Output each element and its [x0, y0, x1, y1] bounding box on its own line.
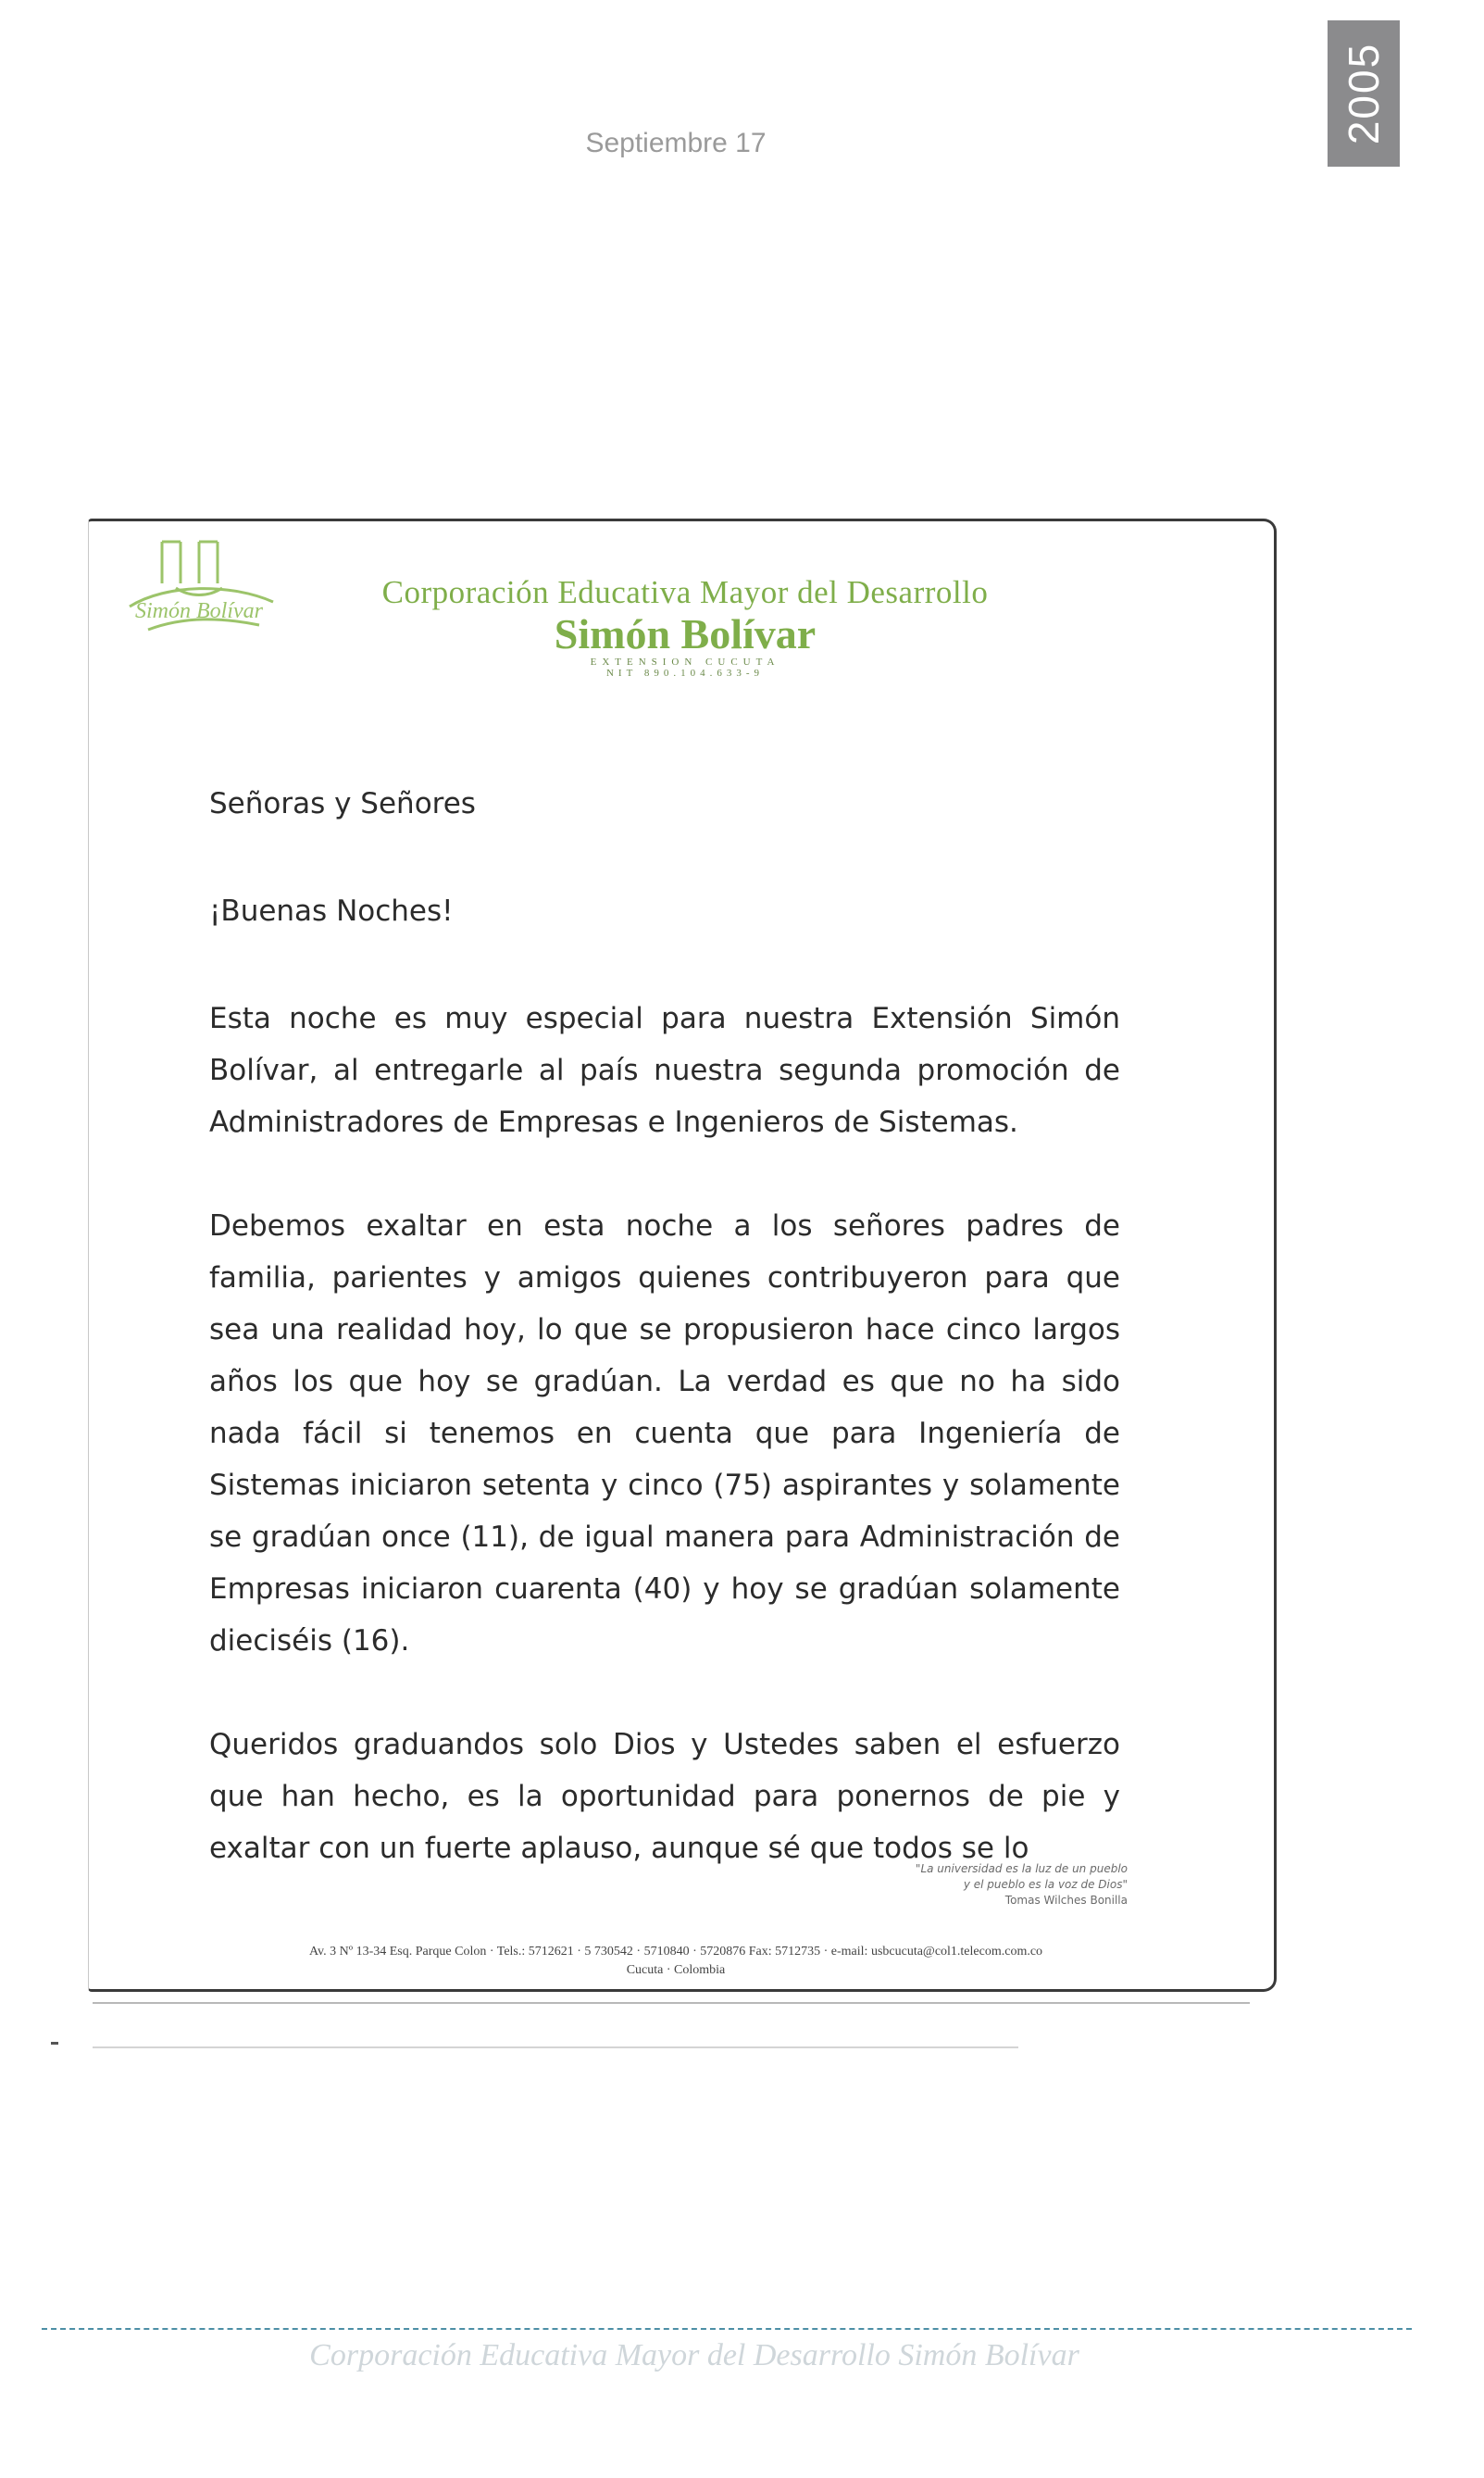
- letterhead-name: Simón Bolívar: [554, 610, 817, 657]
- year-label: 2005: [1340, 42, 1388, 145]
- bottom-rule: [42, 2328, 1412, 2330]
- year-tab: [1328, 20, 1400, 167]
- letter-footer: [139, 1943, 1213, 1980]
- greeting: ¡Buenas Noches!: [209, 895, 454, 928]
- paragraph: Queridos graduandos solo Dios y Ustedes saben el esfuerzo que han hecho, es la oportunidad para ponernos de pie y exaltar con un fuerte aplauso, aunque sé que todos se lo: [209, 1728, 1120, 1865]
- letter-body: [209, 778, 1120, 1926]
- salutation: Señoras y Señores: [209, 787, 476, 820]
- letterhead: [333, 574, 1037, 679]
- letterhead-organization: Corporación Educativa Mayor del Desarrollo: [381, 574, 989, 610]
- letterhead-nit: NIT 890.104.633-9: [605, 668, 765, 679]
- paragraph: Esta noche es muy especial para nuestra Extensión Simón Bolívar, al entregarle al país nuestra segunda promoción de Administradores de Empresas e Ingenieros de Sistemas.: [209, 1002, 1120, 1139]
- footer-city: Cucuta · Colombia: [626, 1963, 726, 1977]
- quote-line: "La universidad es la luz de un pueblo: [915, 1862, 1128, 1875]
- quote-block: [833, 1861, 1128, 1909]
- quote-line: y el pueblo es la voz de Dios": [963, 1878, 1128, 1891]
- institution-logo: [111, 532, 287, 644]
- divider: [93, 2002, 1250, 2004]
- page-date: Septiembre 17: [585, 128, 767, 158]
- letterhead-extension: EXTENSION CUCUTA: [590, 657, 780, 668]
- paragraph: Debemos exaltar en esta noche a los señores padres de familia, parientes y amigos quienes contribuyeron para que sea una realidad hoy, lo que se propusieron hace cinco largos años los que hoy se gradúan. La verdad es que no ha sido nada fácil si tenemos en cuenta que para Ingeniería de Sistemas iniciaron setenta y cinco (75) aspirantes y solamente se gradúan once (11), de igual manera para Administración de Empresas iniciaron cuarenta (40) y hoy se gradúan solamente dieciséis (16).: [209, 1209, 1120, 1658]
- divider: [93, 2046, 1018, 2048]
- footer-address: Av. 3 Nº 13-34 Esq. Parque Colon · Tels.: 5712621 · 5 730542 · 5710840 · 5720876 Fax: 5712735 · e-mail: usbcucuta@col1.telecom.com.co: [308, 1945, 1043, 1959]
- scan-mark: [51, 2042, 58, 2045]
- logo-text: Simón Bolívar: [135, 599, 263, 623]
- bottom-banner: Corporación Educativa Mayor del Desarrollo Simón Bolívar: [309, 2338, 1079, 2372]
- quote-author: Tomas Wilches Bonilla: [1004, 1894, 1128, 1907]
